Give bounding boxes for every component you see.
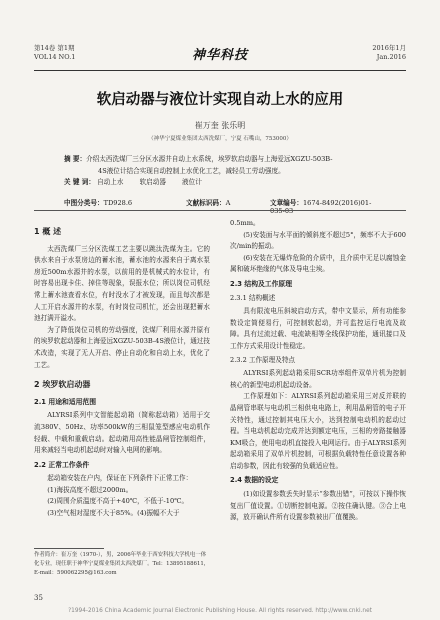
subsection-heading: 2.3 结构及工作原理 (230, 279, 292, 288)
paragraph: 为了降低岗位司机的劳动强度，洗煤厂利用水源井原有的埃罗软起动器和上海爱远XGZU-503B-4S液位计，通过技术改造，实现了无人开启、停止自动化和自动上水，优化了工艺。 (34, 325, 210, 369)
keyword-item: 液位计 (182, 178, 202, 186)
section-heading: 1 概 述 (34, 227, 62, 236)
running-header (34, 44, 406, 68)
keywords-label: 关 键 词： (64, 178, 95, 186)
author-footnote: 作者简介：崔万奎（1970-），男，2006年毕业于西安科技大学机电一体化专业，现任职于神华宁夏煤业集团太西洗煤厂。Tel：13895188611，E-mail：590062295@163.com (34, 552, 210, 576)
keyword-item: 自动上水 (97, 178, 124, 186)
paragraph: 起动箱安装在户内，保证在下列条件下正常工作： (47, 474, 193, 483)
paragraph: 0.5mm。 (230, 219, 260, 227)
clc-label: 中图分类号： (64, 199, 104, 207)
date-cn: 2016年1月 (372, 44, 406, 52)
subsubsection-heading: 2.3.1 结构概述 (230, 293, 276, 302)
subsection-heading: 2.4 数据的设定 (230, 476, 279, 485)
article-number: 1674-8492(2016)01-035-03 (270, 199, 372, 215)
meta-divider (34, 210, 406, 211)
subsection-heading: 2.1 用途和适用范围 (34, 397, 96, 406)
journal-logo: 神华科技 (191, 48, 249, 63)
clc-number: TD928.6 (103, 199, 133, 207)
paragraph: 具有限流电压斜坡启动方式，带中文显示，所有功能参数设定简便易行，可控制软起动，并可监控运行电流及故障。具有过流过载、电流缺相等全线保护功能，通讯接口及工作方式采用设计性稳定。 (230, 307, 406, 350)
copyright-line: ?1994-2016 China Academic Journal Electronic Publishing House. All rights reserved. http://www.cnki.net (68, 608, 372, 614)
page-number: 35 (34, 594, 43, 602)
abstract-text-line-1: 介绍太西洗煤厂三分区水源井自动上水系统，埃罗软启动器与上海爱远XGZU-503B- (86, 155, 333, 163)
abstract-block (64, 154, 376, 189)
footnote-divider (34, 548, 104, 549)
volume-cn: 第14卷 第1期 (34, 44, 75, 52)
abstract-label: 摘 要： (64, 155, 87, 163)
author-affiliation: （神华宁夏煤业集团太西洗煤厂，宁夏 石嘴山，753000） (148, 136, 292, 142)
section-heading: 2 埃罗软启动器 (34, 380, 91, 390)
header-divider (34, 70, 406, 71)
date-en: Jan.2016 (376, 53, 406, 61)
paragraph: (1)如设置参数丢失时显示“参数出错”，可按以下操作恢复出厂值设置。①切断控制电源。②按住确认键。③合上电源，放开确认件所有设置参数被出厂值覆换。 (230, 490, 406, 522)
article-number-label: 文章编号： (270, 199, 303, 207)
article-authors: 崔万奎 张乐明 (194, 121, 246, 130)
doc-code: A (225, 199, 231, 207)
list-item: (2)周围介质温度不高于+40℃，不低于-10℃。 (47, 497, 189, 506)
list-item: (6)安装在无爆炸危险的介质中，且介质中无足以腐蚀金属和破坏绝缘的气体及导电尘埃。 (230, 253, 406, 274)
volume-en: VOL14 NO.1 (34, 53, 76, 61)
article-title: 软启动器与液位计实现自动上水的应用 (96, 92, 344, 108)
keyword-item: 软启动器 (139, 178, 166, 186)
list-item: (3)空气相对湿度不大于85%。(4)振幅不大于 (47, 509, 180, 518)
list-item: (5)安装面与水平面的倾斜度不超过5°，频率不大于600次/min的振动。 (230, 230, 406, 251)
abstract-text-line-2: 4S液位计结合实现自动控制上水优化工艺，减轻员工劳动强度。 (98, 166, 285, 175)
left-column (34, 218, 210, 520)
right-column (230, 218, 406, 524)
doc-code-label: 文献标识码： (186, 199, 226, 207)
paragraph: 工作原理如下：ALYRSI系列起动箱采用三对反并联的晶闸管串联与电动机三相供电电路上，利用晶闸管的电子开关特性，通过控制其电压大小，达到控制电动机的起动过程。当电动机起动完成并达到额定电压，三相的旁路接触器KM吸合，使用电动机直接投入电网运行。由于ALYRSI系列起动箱采用了双单片机控制，可根据负载特性任意设置各种启动参数，因此有较强的负载适应性。 (230, 392, 406, 470)
paragraph: ALYRSI系列起动箱采用SCR功率组件双单片机为控制核心的新型电动机起动设备。 (230, 369, 406, 389)
subsubsection-heading: 2.3.2 工作原理及特点 (230, 355, 296, 364)
issue-date (372, 44, 406, 62)
paragraph: 太西洗煤厂三分区洗煤工艺主要以跳汰洗煤为主。它的供水来自于水泵房边的蓄水池，蓄水池的水源来自于离水泵房近500m水源井的水泵，以前用的是机械式的水位计，有时容易出现卡住、掉住等现象，误报水位；所以岗位司机经常上蓄水池查看水位，有时没水了才被发现，而且每次都是人工开启水源井的水泵，有时岗位司机忙，还会出现把蓄水池打满开溢水。 (34, 244, 210, 323)
subsection-heading: 2.2 正常工作条件 (34, 460, 90, 469)
volume-info (34, 44, 75, 62)
keywords-row (64, 177, 376, 189)
paragraph: ALYRSI系列中文智能起动箱（简称起动箱）适用于交流380V、50Hz、功率500kW的三相鼠笼型感应电动机作轻载、中载和重载启动。起动箱用高性能晶闸管控制组件，用来减轻当电动机起动时对输入电网的影响。 (34, 411, 210, 455)
list-item: (1)海拔高度不超过2000m。 (47, 485, 133, 494)
